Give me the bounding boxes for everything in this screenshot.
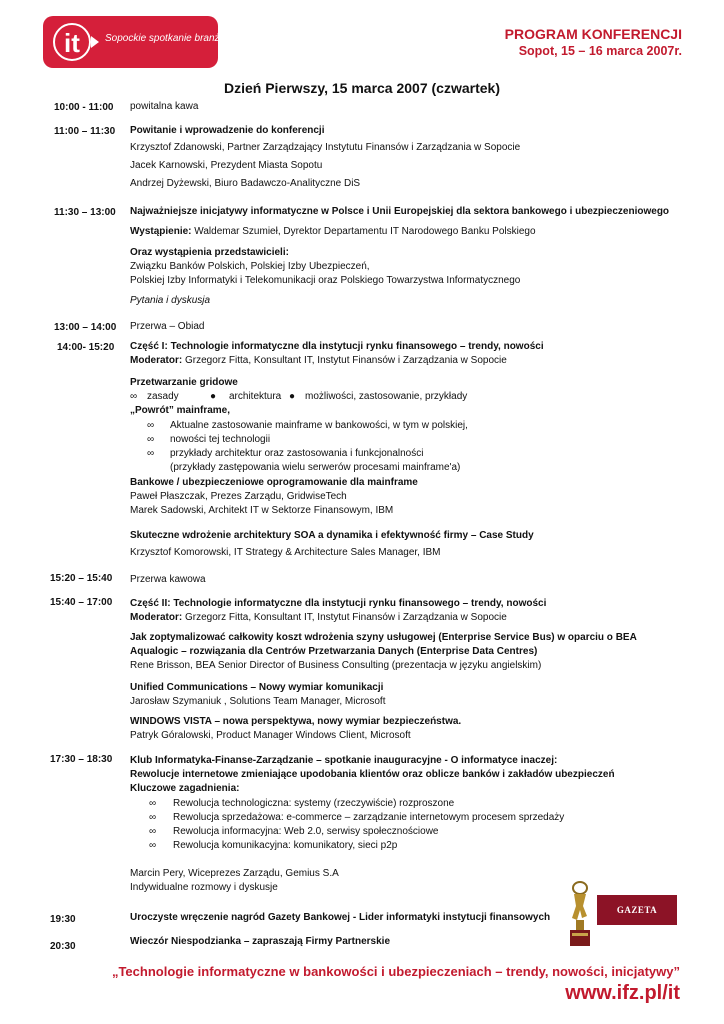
logo-tagline: Sopockie spotkanie branży IT [105, 33, 237, 44]
speaker-name: Waldemar Szumieł, Dyrektor Departamentu IT Narodowego Banku Polskiego [191, 226, 536, 237]
program-header [505, 26, 682, 58]
session-title: Uroczyste wręczenie nagród Gazety Bankowej - Lider informatyki instytucji finansowych [130, 912, 551, 923]
topic-title: WINDOWS VISTA – nowa perspektywa, nowy wymiar bezpieczeństwa. [130, 716, 462, 727]
session-time: 15:40 – 17:00 [50, 597, 113, 608]
session-title: Najważniejsze inicjatywy informatyczne w Polsce i Unii Europejskiej dla sektora bankowego i ubezpieczeniowego [130, 206, 670, 217]
topic-title: Bankowe / ubezpieczeniowe oprogramowanie dla mainframe [130, 477, 418, 488]
moderator-label: Moderator: [130, 355, 183, 366]
bullet-item: Rewolucja informacyjna: Web 2.0, serwisy społecznościowe [173, 826, 439, 837]
session-title: Klub Informatyka-Finanse-Zarządzanie – spotkanie inauguracyjne - O informatyce inaczej: [130, 755, 558, 766]
session-title: Przerwa kawowa [130, 574, 206, 585]
session-title: Część I: Technologie informatyczne dla instytucji rynku finansowego – trendy, nowości [130, 341, 544, 352]
bullet-item-continued: (przykłady zastępowania wielu serwerów procesami mainframe'a) [170, 462, 461, 473]
reps-line: Związku Banków Polskich, Polskiej Izby Ubezpieczeń, [130, 261, 370, 272]
bullet-item: Aktualne zastosowanie mainframe w bankowości, w tym w polskiej, [170, 420, 468, 431]
qa-note: Pytania i dyskusja [130, 295, 211, 306]
speaker [130, 225, 536, 239]
session-title: Powitanie i wprowadzenie do konferencji [130, 125, 325, 136]
bullet-item: architektura [229, 391, 282, 402]
bullet-item: nowości tej technologii [170, 434, 271, 445]
bullet-item: Rewolucja technologiczna: systemy (rzeczywiście) rozproszone [173, 798, 455, 809]
speaker: Marcin Pery, Wiceprezes Zarządu, Gemius S.A [130, 868, 339, 879]
bullet-item: możliwości, zastosowanie, przykłady [305, 391, 468, 402]
session-time: 14:00- 15:20 [57, 342, 115, 353]
footer-slogan: „Technologie informatyczne w bankowości i ubezpieczeniach – trendy, nowości, inicjatywy” [111, 964, 680, 979]
session-time: 11:30 – 13:00 [54, 207, 116, 218]
infinity-bullet-icon: ∞ [149, 826, 157, 837]
bullet-item: zasady [147, 391, 179, 402]
session-title: Część II: Technologie informatyczne dla instytucji rynku finansowego – trendy, nowości [130, 598, 547, 609]
speaker-label: Wystąpienie: [130, 226, 192, 237]
moderator-name: Grzegorz Fitta, Konsultant IT, Instytut Finansów i Zarządzania w Sopocie [182, 612, 507, 623]
session-time: 11:00 – 11:30 [54, 126, 116, 137]
session-time: 17:30 – 18:30 [50, 754, 113, 765]
infinity-bullet-icon: ∞ [149, 798, 157, 809]
moderator-label: Moderator: [130, 612, 183, 623]
speaker: Krzysztof Zdanowski, Partner Zarządzający Instytutu Finansów i Zarządzania w Sopocie [130, 142, 521, 153]
session-time: 19:30 [50, 914, 76, 925]
dot-bullet-icon: ● [210, 391, 217, 402]
note: Indywidualne rozmowy i dyskusje [130, 882, 278, 893]
session-title: Rewolucje internetowe zmieniające upodobania klientów oraz oblicze banków i zakładów ubezpieczeń [130, 769, 615, 780]
speaker: Rene Brisson, BEA Senior Director of Business Consulting (prezentacja w języku angielskim) [130, 660, 542, 671]
speaker: Marek Sadowski, Architekt IT w Sektorze Finansowym, IBM [130, 505, 394, 516]
session-title: Przerwa – Obiad [130, 321, 205, 332]
session-title: powitalna kawa [130, 101, 199, 112]
program-title: PROGRAM KONFERENCJI [504, 26, 682, 42]
infinity-bullet-icon: ∞ [147, 420, 155, 431]
infinity-bullet-icon: ∞ [149, 812, 157, 823]
session-title: Kluczowe zagadnienia: [130, 783, 240, 794]
infinity-bullet-icon: ∞ [147, 448, 155, 459]
moderator [130, 354, 507, 368]
day-title: Dzień Pierwszy, 15 marca 2007 (czwartek) [223, 80, 500, 96]
bullet-item: przykłady architektur oraz zastosowania i funkcjonalności [170, 448, 424, 459]
event-logo [43, 16, 237, 68]
speaker: Jarosław Szymaniuk , Solutions Team Manager, Microsoft [130, 696, 386, 707]
session-time: 10:00 - 11:00 [54, 102, 114, 113]
topic-title: Aqualogic – rozwiązania dla Centrów Przetwarzania Danych (Enterprise Data Centres) [130, 646, 538, 657]
gazeta-bankowa-logo: GAZETA BANKOWA [597, 895, 677, 925]
topic-title: Przetwarzanie gridowe [130, 377, 238, 388]
speaker: Krzysztof Komorowski, IT Strategy & Architecture Sales Manager, IBM [130, 547, 441, 558]
moderator [130, 611, 507, 625]
trophy-icon [560, 880, 600, 948]
moderator-name: Grzegorz Fitta, Konsultant IT, Instytut Finansów i Zarządzania w Sopocie [182, 355, 507, 366]
topic-title: Jak zoptymalizować całkowity koszt wdrożenia szyny usługowej (Enterprise Service Bus) w oparciu o BEA [130, 632, 637, 643]
topic-title: „Powrót” mainframe, [130, 405, 231, 416]
infinity-bullet-icon: ∞ [149, 840, 157, 851]
session-time: 20:30 [50, 941, 76, 952]
reps-title: Oraz wystąpienia przedstawicieli: [130, 247, 289, 258]
speaker: Andrzej Dyżewski, Biuro Badawczo-Analityczne DiS [130, 178, 361, 189]
session-time: 15:20 – 15:40 [50, 573, 113, 584]
session-title: Wieczór Niespodzianka – zapraszają Firmy Partnerskie [130, 936, 391, 947]
speaker: Jacek Karnowski, Prezydent Miasta Sopotu [130, 160, 323, 171]
session-time: 13:00 – 14:00 [54, 322, 117, 333]
logo-arrow-icon [91, 36, 99, 48]
speaker: Paweł Płaszczak, Prezes Zarządu, GridwiseTech [130, 491, 347, 502]
bullet-item: Rewolucja sprzedażowa: e-commerce – zarządzanie internetowym procesem sprzedaży [173, 812, 565, 823]
infinity-bullet-icon: ∞ [130, 391, 138, 402]
footer-url[interactable]: www.ifz.pl/it [565, 982, 680, 1004]
infinity-bullet-icon: ∞ [147, 434, 155, 445]
reps-line: Polskiej Izby Informatyki i Telekomunikacji oraz Polskiego Towarzystwa Informatycznego [130, 275, 521, 286]
speaker: Patryk Góralowski, Product Manager Windows Client, Microsoft [130, 730, 411, 741]
program-dates: Sopot, 15 – 16 marca 2007r. [518, 44, 682, 58]
topic-title: Unified Communications – Nowy wymiar komunikacji [130, 682, 384, 693]
dot-bullet-icon: ● [289, 391, 296, 402]
bullet-item: Rewolucja komunikacyjna: komunikatory, sieci p2p [173, 840, 398, 851]
topic-title: Skuteczne wdrożenie architektury SOA a dynamika i efektywność firmy – Case Study [130, 530, 534, 541]
logo-mark: it [53, 23, 91, 61]
